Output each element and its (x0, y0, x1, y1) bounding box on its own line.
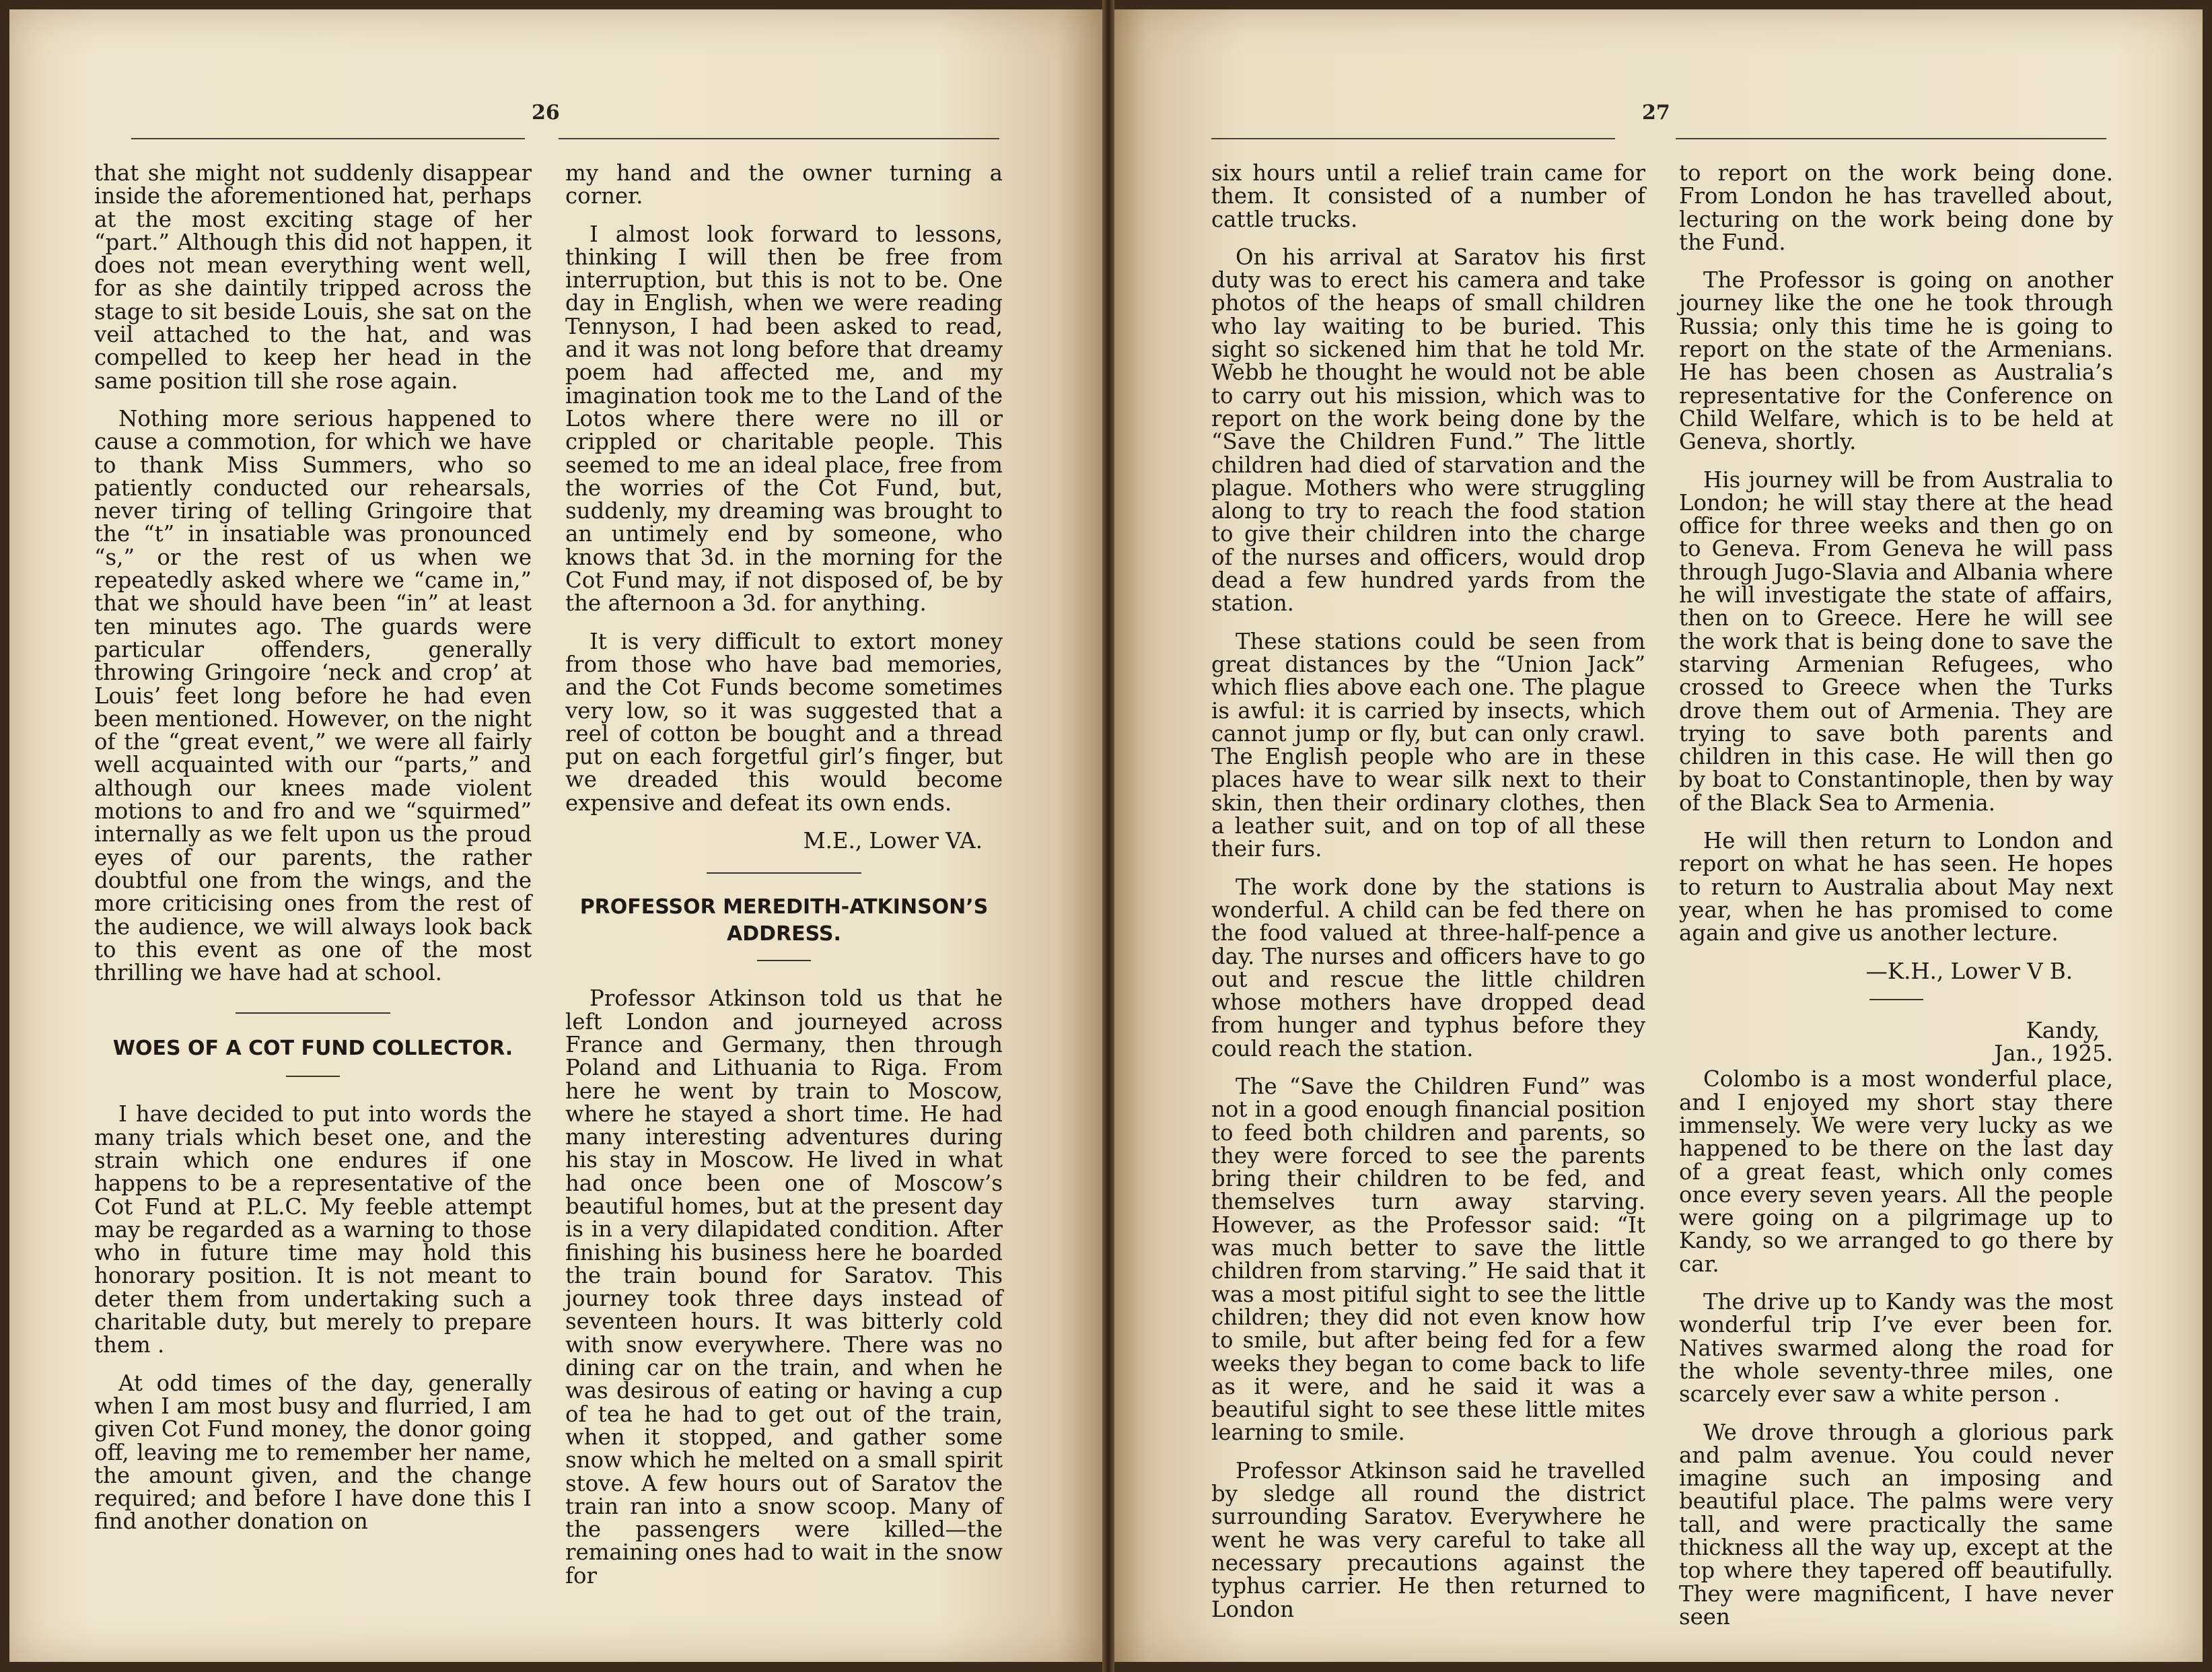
header-rule-right-b (1676, 138, 2106, 139)
paragraph: The Professor is going on another journey like the one he took through Russia; only this time he is going to report on the state of the Armenians. He has been chosen as Australia’s representative for the Conference on Child Welfare, which is to be held at Geneva, shortly. (1679, 267, 2113, 455)
paragraph: It is very difficult to extort money from those who have bad memories, and the Cot Funds become sometimes very low, so it was suggested that a reel of cotton be bought and a thread put on each forgetful girl’s finger, but we dreaded this would become expensive and defeat its own ends. (565, 628, 1003, 816)
paragraph: He will then return to London and report on what he has seen. He hopes to return to Australia about May next year, when he has promised to come again and give us another lecture. (1679, 828, 2113, 946)
paragraph: Colombo is a most wonderful place, and I enjoyed my short stay there immensely. We were very lucky as we happened to be there on the last day of a great feast, which only comes once every seven years. All the people were going on a pilgrimage up to Kandy, so we arranged to go there by car. (1679, 1066, 2113, 1277)
paragraph: to report on the work being done. From London he has travelled about, lecturing on the work being done by the Fund. (1679, 160, 2113, 255)
paragraph: my hand and the owner turning a corner. (565, 160, 1003, 209)
paragraph: I have decided to put into words the many trials which beset one, and the strain which one endures if one happens to be a representative of the Cot Fund at P.L.C. My feeble attempt may be regarded as a warning to those who in future time may hold this honorary position. It is not meant to deter them from undertaking such a charitable duty, but merely to prepare them . (94, 1101, 532, 1358)
paragraph: Nothing more serious happened to cause a commotion, for which we have to thank Miss Summers, who so patiently conducted our rehearsals, never tiring of telling Gringoire that the “t” in insatiable was pronounced “s,” or the rest of us when we repeatedly asked where we “came in,” that we should have been “in” at least ten minutes ago. The guards were particular offenders, generally throwing Gringoire ‘neck and crop’ at Louis’ feet long before he had even been mentioned. However, on the night of the “great event,” we were all fairly well acquainted with our “parts,” and although our knees made violent motions to and fro and we “squirmed” internally as we felt upon us the proud eyes of our parents, the rather doubtful one from the wings, and the more criticising ones from the rest of the audience, we will always look back to this event as one of the most thrilling we have had at school. (94, 405, 532, 986)
header-rule-left-a (131, 138, 525, 139)
dateline-place: Kandy, (2026, 1017, 2100, 1043)
paragraph: At odd times of the day, generally when I am most busy and flurried, I am given Cot Fund money, the donor going off, leaving me to remember her name, the amount given, and the change required; and before I have done this I find another donation on (94, 1370, 532, 1535)
paragraph: The drive up to Kandy was the most wonderful trip I’ve ever been for. Natives swarmed along the road for the whole seventy-three miles, one scarcely ever saw a white person . (1679, 1289, 2113, 1407)
header-rule-left-b (559, 138, 999, 139)
dateline-date: Jan., 1925. (1994, 1041, 2113, 1067)
paragraph: The “Save the Children Fund” was not in a good enough financial position to feed both children and parents, so they were forced to see the parents bring their children to be fed, and themselves turn away starving. However, as the Professor said: “It was much better to save the little children from starving.” He said that it was a most pitiful sight to see the little children; they did not even know how to smile, but after being fed for a few weeks they began to come back to life as it were, and he said it was a beautiful sight to see these little mites learning to smile. (1211, 1073, 1645, 1446)
page-number-right: 27 (1642, 101, 1670, 125)
book-gutter (1102, 0, 1114, 1672)
author-signature: M.E., Lower VA. (803, 828, 983, 854)
author-signature: —K.H., Lower V B. (1865, 958, 2073, 984)
page-number-left: 26 (532, 101, 560, 125)
paragraph: These stations could be seen from great distances by the “Union Jack” which flies above each one. The plague is awful: it is carried by insects, which cannot jump or fly, but can only crawl. The English people who are in these places have to wear silk next to their skin, then their ordinary clothes, then a leather suit, and on top of all these their furs. (1211, 628, 1645, 862)
right-page-column-2 (1679, 162, 2113, 1643)
paragraph: six hours until a relief train came for them. It consisted of a number of cattle trucks. (1211, 160, 1645, 232)
paragraph: Professor Atkinson told us that he left London and journeyed across France and Germany, then through Poland and Lithuania to Riga. From here he went by train to Moscow, where he stayed a short time. He had many interesting adventures during his stay in Moscow. He lived in what had once been one of Moscow’s beautiful homes, but at the present day is in a very dilapidated condition. After finishing his business here he boarded the train bound for Saratov. This journey took three days instead of seventeen hours. It was bitterly cold with snow everywhere. There was no dining car on the train, and when he was desirous of eating or having a cup of tea he had to get out of the train, when it stopped, and gather some snow which he melted on a small spirit stove. A few hours out of Saratov the train ran into a snow scoop. Many of the passengers were killed—the remaining ones had to wait in the snow for (565, 985, 1003, 1589)
paragraph: We drove through a glorious park and palm avenue. You could never imagine such an imposing and beautiful place. The palms were very tall, and were practically the same thickness all the way up, except at the top where they tapered off beautifully. They were magnificent, I have never seen (1679, 1419, 2113, 1630)
paragraph: Professor Atkinson said he travelled by sledge all round the district surrounding Saratov. Everywhere he went he was very careful to take all necessary precautions against the typhus carrier. He then returned to London (1211, 1457, 1645, 1622)
paragraph: I almost look forward to lessons, thinking I will then be free from interruption, but this is not to be. One day in English, when we were reading Tennyson, I had been asked to read, and it was not long before that dreamy poem had affected me, and my imagination took me to the Land of the Lotos where there were no ill or crippled or charitable people. This seemed to me an ideal place, free from the worries of the Cot Fund, but, suddenly, my dreaming was brought to an untimely end by someone, who knows that 3d. in the morning for the Cot Fund may, if not disposed of, be by the afternoon a 3d. for anything. (565, 221, 1003, 617)
left-page-column-2 (565, 162, 1003, 1602)
left-page-column-1 (94, 162, 532, 1548)
paragraph: The work done by the stations is wonderful. A child can be fed there on the food valued at three-half-pence a day. The nurses and officers have to go out and rescue the little children whose mothers have dropped dead from hunger and typhus before they could reach the station. (1211, 874, 1645, 1061)
heading-woes-of-a-cot-fund-collector: WOES OF A COT FUND COLLECTOR. (112, 1037, 513, 1061)
heading-professor-address: PROFESSOR MEREDITH-ATKINSON’S ADDRESS. (579, 895, 989, 946)
paragraph: His journey will be from Australia to London; he will stay there at the head office for three weeks and then go on to Geneva. From Geneva he will pass through Jugo-Slavia and Albania where he will investigate the state of affairs, then on to Greece. Here he will see the work that is being done to save the starving Armenian Refugees, who crossed to Greece when the Turks drove them out of Armenia. They are trying to save both parents and children in this case. He will then go by boat to Constantinople, then by way of the Black Sea to Armenia. (1679, 466, 2113, 816)
paragraph: that she might not suddenly disappear inside the aforementioned hat, perhaps at the most exciting stage of her “part.” Although this did not happen, it does not mean everything went well, for as she daintily tripped across the stage to sit beside Louis, she sat on the veil attached to the hat, and was compelled to keep her head in the same position till she rose again. (94, 160, 532, 394)
paragraph: On his arrival at Saratov his first duty was to erect his camera and take photos of the heaps of small children who lay waiting to be buried. This sight so sickened him that he told Mr. Webb he thought he would not be able to carry out his mission, which was to report on the work being done by the “Save the Children Fund.” The little children had died of starvation and the plague. Mothers who were struggling along to try to reach the food station to give their children into the charge of the nurses and officers, would drop dead a few hundred yards from the station. (1211, 244, 1645, 617)
right-page-column-1 (1211, 162, 1645, 1636)
header-rule-right-a (1211, 138, 1615, 139)
